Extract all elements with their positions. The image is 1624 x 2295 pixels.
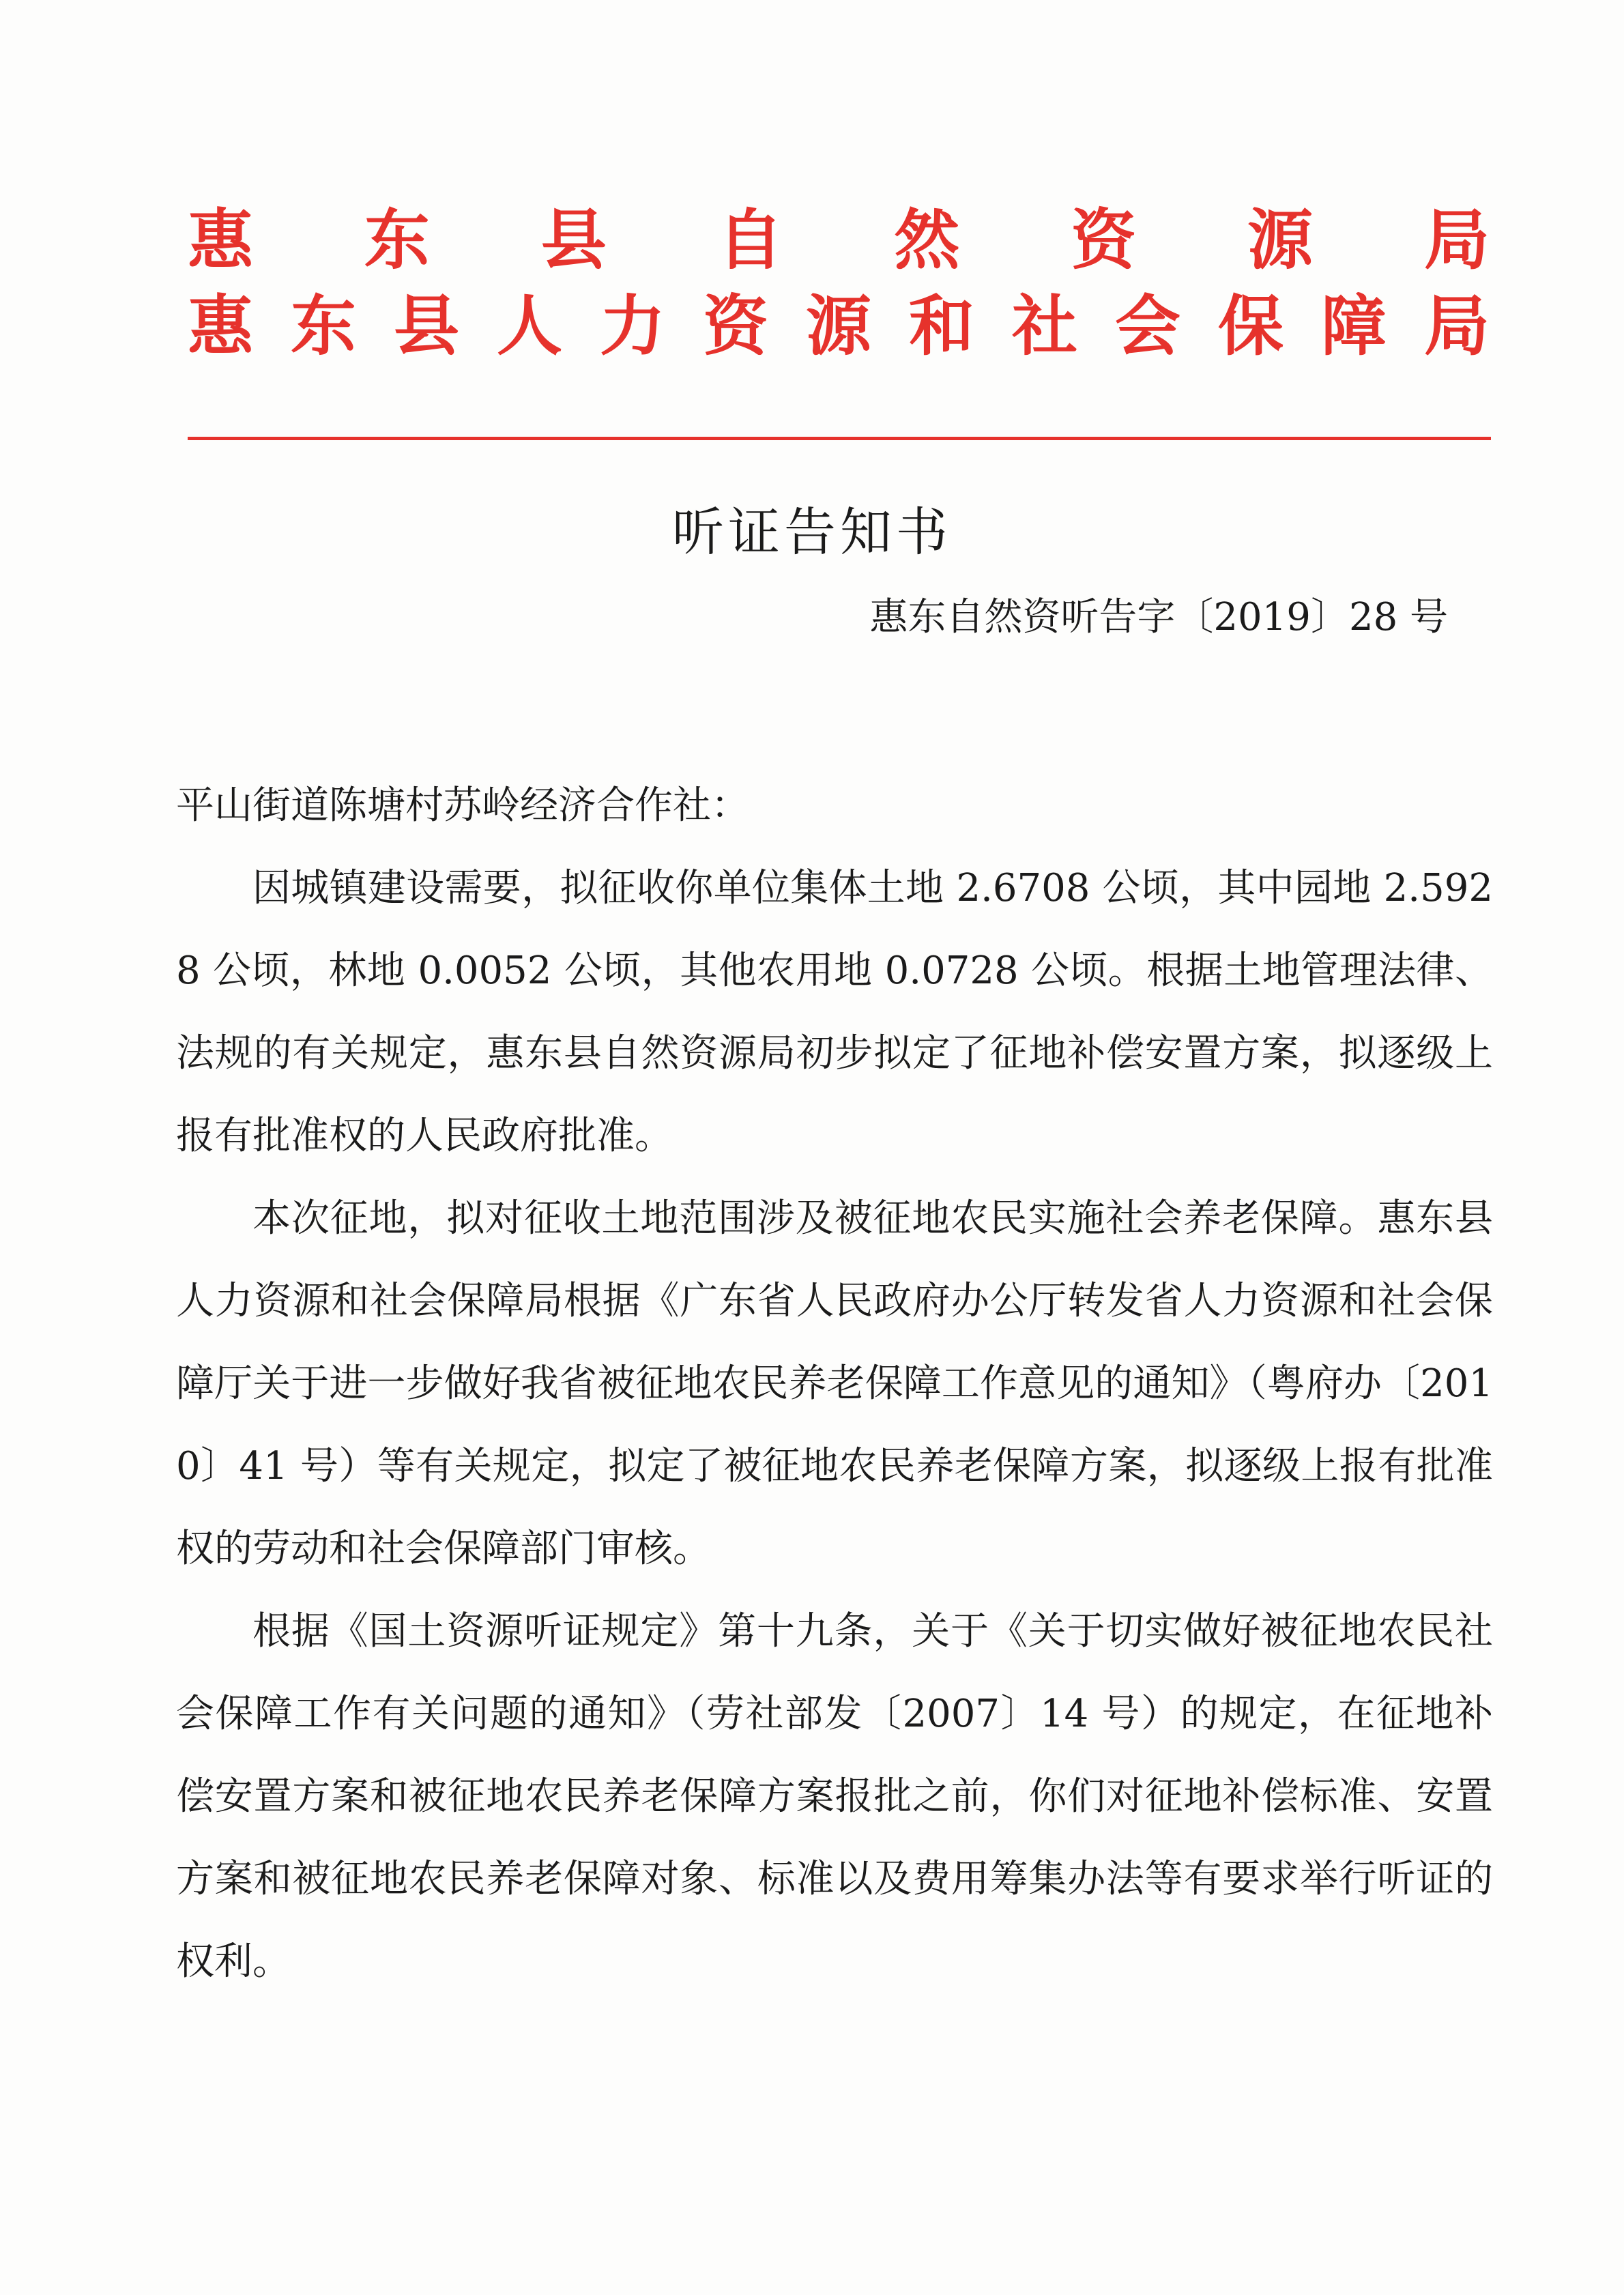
red-divider-line [188,437,1491,440]
paragraph-1: 因城镇建设需要，拟征收你单位集体土地 2.6708 公顷，其中园地 2.5928 公顷，林地 0.0052 公顷，其他农用地 0.0728 公顷。根据土地管理法律、法规的有关规定，惠东县自然资源局初步拟定了征地补偿安置方案，拟逐级上报有批准权的人民政府批准。 [176,866,1493,1158]
issuer-header-natural-resources: 惠 东 县 自 然 资 源 局 [188,202,1490,278]
document-body [176,764,1493,2003]
document-number: 惠东自然资听告字〔2019〕28 号 [869,595,1448,639]
salutation: 平山街道陈塘村苏岭经济合作社： [176,783,749,828]
paragraph-2: 本次征地，拟对征收土地范围涉及被征地农民实施社会养老保障。惠东县人力资源和社会保障局根据《广东省人民政府办公厅转发省人力资源和社会保障厅关于进一步做好我省被征地农民养老保障工作意见的通知》（粤府办〔2010〕41 号）等有关规定，拟定了被征地农民养老保障方案，拟逐级上报有批准权的劳动和社会保障部门审核。 [176,1196,1493,1571]
paragraph-3: 根据《国土资源听证规定》第十九条，关于《关于切实做好被征地农民社会保障工作有关问题的通知》（劳社部发〔2007〕14 号）的规定，在征地补偿安置方案和被征地农民养老保障方案报批之前，你们对征地补偿标准、安置方案和被征地农民养老保障对象、标准以及费用筹集办法等有要求举行听证的权利。 [176,1609,1493,1984]
issuer-header-human-resources: 惠东县人力资源和社会保障局 [188,288,1490,364]
document-title: 听证告知书 [672,502,952,562]
